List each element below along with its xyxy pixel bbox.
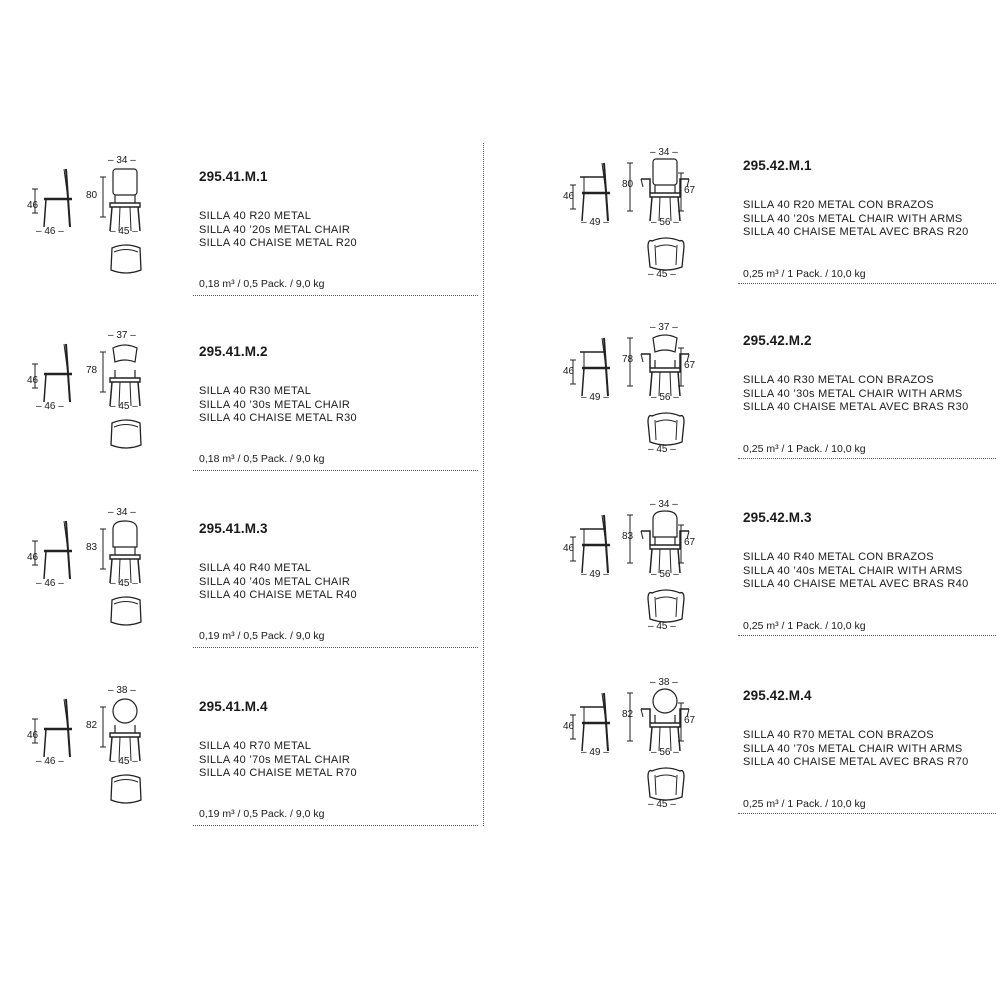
side-width-label: – 49 – [581,569,609,580]
top-width-label: – 45 – [648,621,676,632]
product-code: 295.42.M.4 [743,688,812,703]
product-code: 295.41.M.2 [199,344,268,359]
seat-height-label: 46 [27,375,39,386]
arm-height-label: 67 [684,537,696,548]
back-width-label: – 34 – [650,147,678,158]
entry-rule [738,813,996,814]
packing-spec: 0,25 m³ / 1 Pack. / 10,0 kg [743,268,866,280]
chair-top-view [646,765,686,803]
total-height-label: 83 [622,531,634,542]
name-en: SILLA 40 ’70s METAL CHAIR WITH ARMS [743,742,963,755]
total-height-label: 78 [86,365,98,376]
front-width-label: – 56 – [651,392,679,403]
total-height-label: 80 [86,190,98,201]
product-names [743,729,969,770]
back-width-label: – 34 – [108,507,136,518]
packing-spec: 0,19 m³ / 0,5 Pack. / 9,0 kg [199,630,325,642]
name-en: SILLA 40 ’20s METAL CHAIR WITH ARMS [743,212,963,225]
product-entry [0,495,1000,670]
side-width-label: – 49 – [581,392,609,403]
back-width-label: – 37 – [108,330,136,341]
name-en: SILLA 40 ’40s METAL CHAIR [199,575,351,588]
side-width-label: – 49 – [581,217,609,228]
name-en: SILLA 40 ’30s METAL CHAIR [199,398,351,411]
front-width-label: – 56 – [651,217,679,228]
name-es: SILLA 40 R30 METAL CON BRAZOS [743,374,934,386]
chair-side-view [578,513,628,575]
product-entry [0,143,1000,318]
arm-height-label: 67 [684,715,696,726]
back-width-label: – 38 – [650,677,678,688]
packing-spec: 0,18 m³ / 0,5 Pack. / 9,0 kg [199,278,325,290]
name-es: SILLA 40 R70 METAL CON BRAZOS [743,729,934,741]
name-en: SILLA 40 ’70s METAL CHAIR [199,753,351,766]
product-code: 295.42.M.3 [743,510,812,525]
chair-top-view [646,235,686,273]
front-width-label: – 45 – [110,401,138,412]
top-width-label: – 45 – [648,444,676,455]
side-width-label: – 46 – [36,756,64,767]
name-en: SILLA 40 ’30s METAL CHAIR WITH ARMS [743,387,963,400]
back-width-label: – 38 – [108,685,136,696]
back-width-label: – 37 – [650,322,678,333]
product-entry [0,318,1000,493]
chair-side-view [578,161,628,223]
chair-side-view [578,691,628,753]
name-en: SILLA 40 ’40s METAL CHAIR WITH ARMS [743,564,963,577]
product-names [743,374,969,415]
top-width-label: – 45 – [648,269,676,280]
front-width-label: – 56 – [651,569,679,580]
arm-height-label: 67 [684,360,696,371]
front-width-label: – 45 – [110,756,138,767]
total-height-label: 80 [622,179,634,190]
side-width-label: – 46 – [36,226,64,237]
total-height-label: 82 [86,720,98,731]
seat-height-label: 46 [27,552,39,563]
total-height-label: 82 [622,709,634,720]
seat-height-label: 46 [27,730,39,741]
back-width-label: – 34 – [108,155,136,166]
product-names [743,551,969,592]
front-width-label: – 45 – [110,226,138,237]
entry-rule [738,635,996,636]
packing-spec: 0,19 m³ / 0,5 Pack. / 9,0 kg [199,808,325,820]
name-fr: SILLA 40 CHAISE METAL R20 [199,237,357,249]
name-en: SILLA 40 ’20s METAL CHAIR [199,223,351,236]
name-es: SILLA 40 R70 METAL [199,740,312,752]
name-fr: SILLA 40 CHAISE METAL AVEC BRAS R20 [743,226,969,238]
arm-height-label: 67 [684,185,696,196]
chair-side-view [578,336,628,398]
name-fr: SILLA 40 CHAISE METAL AVEC BRAS R70 [743,756,969,768]
front-width-label: – 45 – [110,578,138,589]
front-width-label: – 56 – [651,747,679,758]
back-width-label: – 34 – [650,499,678,510]
entry-rule [738,283,996,284]
name-fr: SILLA 40 CHAISE METAL AVEC BRAS R40 [743,578,969,590]
side-width-label: – 46 – [36,401,64,412]
seat-height-label: 46 [563,191,575,202]
packing-spec: 0,25 m³ / 1 Pack. / 10,0 kg [743,620,866,632]
product-code: 295.41.M.4 [199,699,268,714]
top-width-label: – 45 – [648,799,676,810]
side-width-label: – 49 – [581,747,609,758]
product-entry [0,673,1000,848]
name-fr: SILLA 40 CHAISE METAL R70 [199,767,357,779]
name-es: SILLA 40 R20 METAL CON BRAZOS [743,199,934,211]
product-code: 295.41.M.3 [199,521,268,536]
total-height-label: 78 [622,354,634,365]
packing-spec: 0,25 m³ / 1 Pack. / 10,0 kg [743,443,866,455]
seat-height-label: 46 [563,721,575,732]
total-height-label: 83 [86,542,98,553]
packing-spec: 0,25 m³ / 1 Pack. / 10,0 kg [743,798,866,810]
name-fr: SILLA 40 CHAISE METAL R30 [199,412,357,424]
side-width-label: – 46 – [36,578,64,589]
seat-height-label: 46 [563,543,575,554]
product-code: 295.41.M.1 [199,169,268,184]
product-names [743,199,969,240]
product-code: 295.42.M.1 [743,158,812,173]
name-fr: SILLA 40 CHAISE METAL R40 [199,589,357,601]
name-es: SILLA 40 R40 METAL CON BRAZOS [743,551,934,563]
chair-top-view [646,587,686,625]
name-es: SILLA 40 R30 METAL [199,385,312,397]
name-fr: SILLA 40 CHAISE METAL AVEC BRAS R30 [743,401,969,413]
packing-spec: 0,18 m³ / 0,5 Pack. / 9,0 kg [199,453,325,465]
seat-height-label: 46 [563,366,575,377]
name-es: SILLA 40 R40 METAL [199,562,312,574]
product-code: 295.42.M.2 [743,333,812,348]
seat-height-label: 46 [27,200,39,211]
name-es: SILLA 40 R20 METAL [199,210,312,222]
entry-rule [738,458,996,459]
chair-top-view [646,410,686,448]
